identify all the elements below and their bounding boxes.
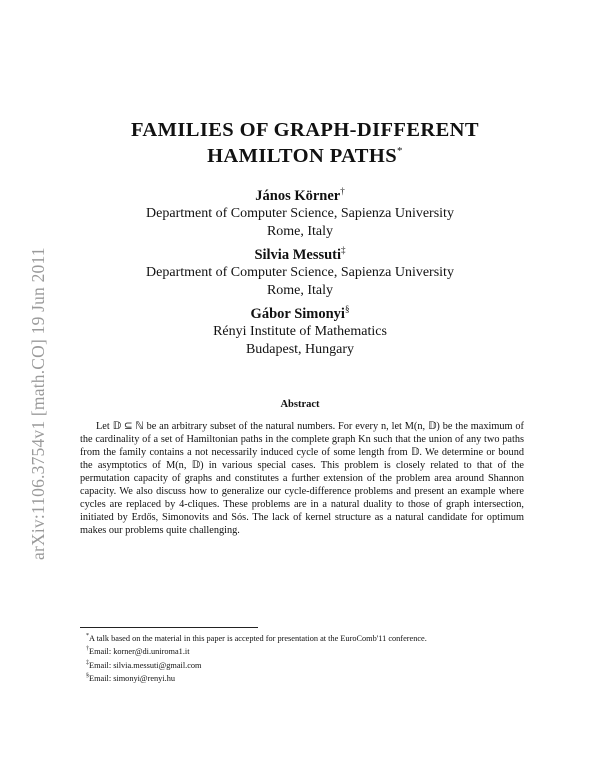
footnote-text: A talk based on the material in this paper is accepted for presentation at the EuroComb'11 conference. [89,633,427,643]
author-affiliation: Department of Computer Science, Sapienza University [146,205,454,221]
author-simonyi [100,300,500,359]
author-name [100,300,500,323]
paper-title [60,117,550,169]
author-footnote-mark: § [344,304,350,314]
footnote-mark: † [86,646,89,653]
author-name-text: Silvia Messuti [254,246,342,263]
footnote-divider [80,627,258,628]
author-name [100,182,500,205]
abstract-text: Let 𝔻 ⊆ ℕ be an arbitrary subset of the natural numbers. For every n, let M(n, 𝔻) be the maximum of the cardinality of a set of Hamiltonian paths in the complete graph Kn such that the union of any two paths from the family contains a not necessarily induced cycle of some length from 𝔻. We determine or bound the asymptotics of M(n, 𝔻) in various special cases. This problem is closely related to that of the permutation capacity of graphs and constitutes a further extension of the problem area around Shannon capacity. We also discuss how to generalize our cycle-difference problems and present an example where cycles are replaced by 4-cliques. These problems are in a natural duality to those of graph intersection, initiated by Erdős, Simonovits and Sós. The lack of kernel structure as a natural candidate for optimum makes our problems quite challenging. [80,421,524,537]
author-affiliation: Department of Computer Science, Sapienza University [146,264,454,280]
footnote-text: Email: simonyi@renyi.hu [89,673,175,683]
author-name-text: János Körner [255,187,341,204]
author-affiliation: Rényi Institute of Mathematics [213,323,387,339]
footnote-email-simonyi [80,671,540,684]
title-line-2-text: HAMILTON PATHS [207,145,398,167]
title-line-2 [60,143,550,169]
footnote-mark: * [86,633,89,639]
author-name [100,241,500,264]
footnote-email-messuti [80,658,540,671]
footnote-talk [80,631,540,644]
arxiv-stamp: arXiv:1106.3754v1 [math.CO] 19 Jun 2011 [28,247,48,560]
title-footnote-mark: * [397,145,403,158]
author-location: Budapest, Hungary [245,341,355,357]
author-name-text: Gábor Simonyi [250,305,345,322]
title-line-1: FAMILIES OF GRAPH-DIFFERENT [131,119,479,141]
author-korner [100,182,500,241]
footnotes [80,631,540,684]
footnote-email-korner [80,644,540,657]
author-location: Rome, Italy [266,223,334,239]
footnote-mark: § [86,673,89,680]
author-footnote-mark: † [340,186,345,196]
author-location: Rome, Italy [266,282,334,298]
author-messuti [100,241,500,300]
footnote-text: Email: silvia.messuti@gmail.com [89,660,202,670]
author-footnote-mark: ‡ [341,245,346,255]
abstract-heading: Abstract [280,399,320,410]
footnote-text: Email: korner@di.uniroma1.it [89,647,190,657]
footnote-mark: ‡ [86,659,89,666]
